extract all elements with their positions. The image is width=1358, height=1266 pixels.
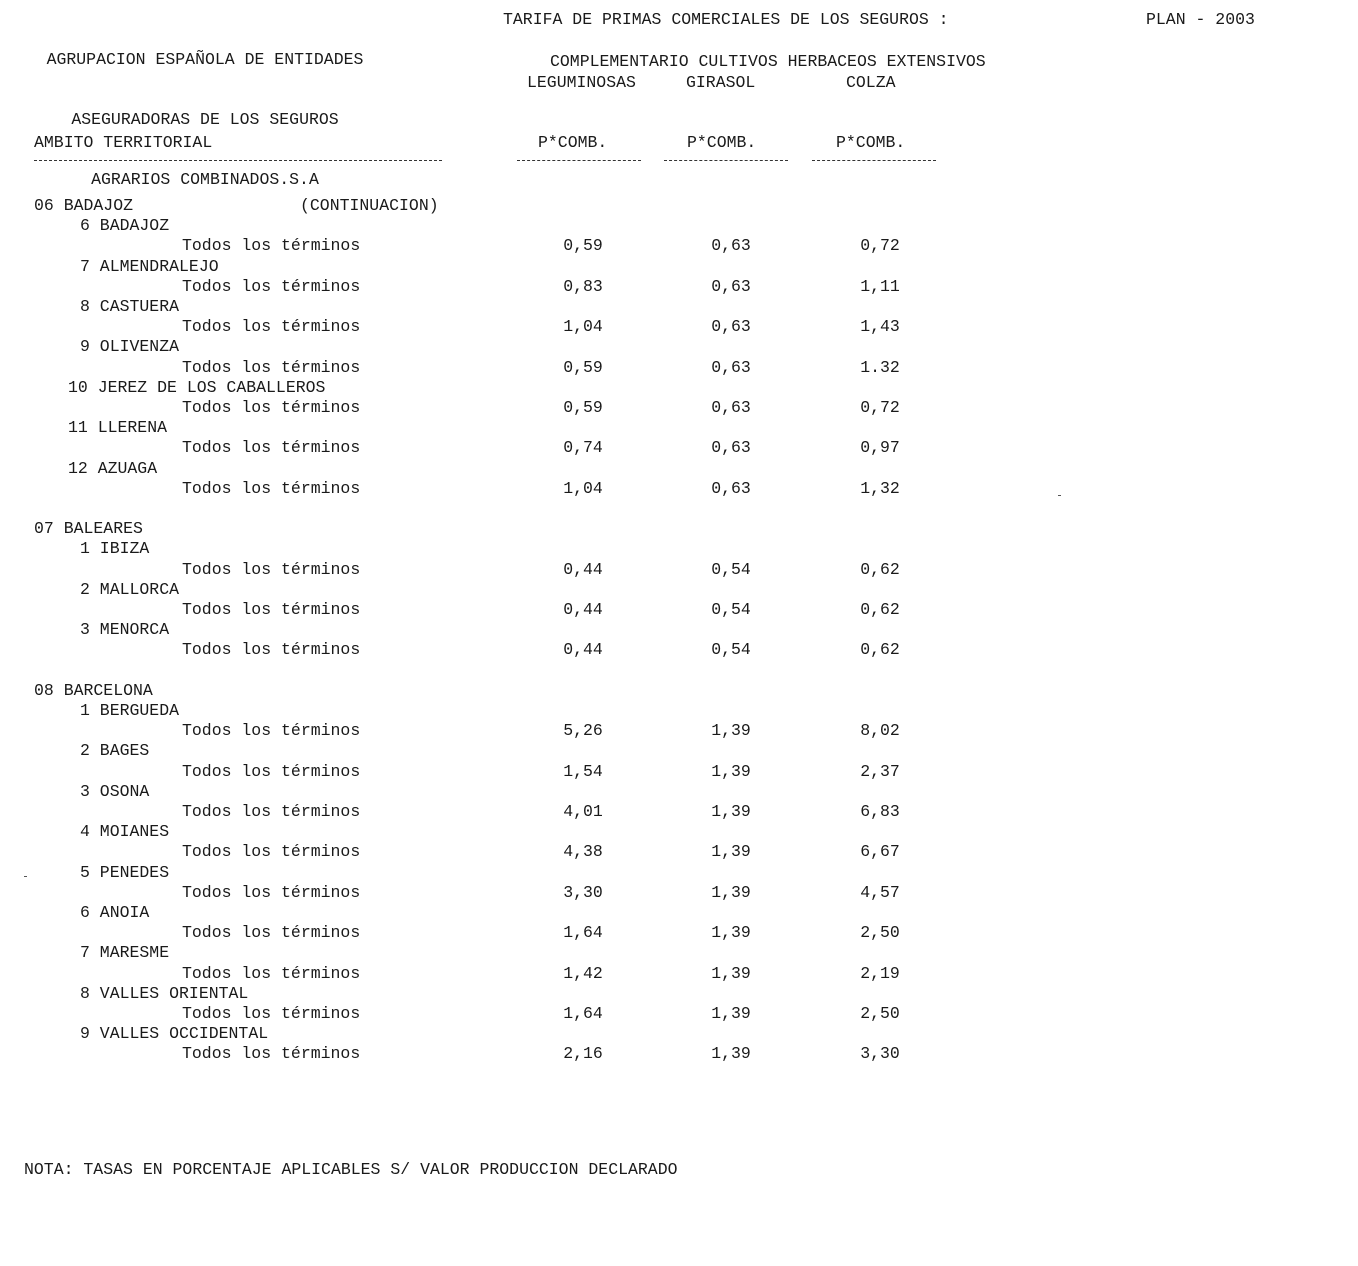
value-girasol: 1,39 — [711, 721, 751, 741]
value-girasol: 0,63 — [711, 276, 751, 296]
value-leguminosas: 2,16 — [563, 1044, 603, 1064]
comarca-row — [0, 943, 1000, 963]
comarca-name: 7 MARESME — [80, 943, 170, 963]
comarca-row — [0, 459, 1000, 479]
terms-row — [0, 923, 1000, 943]
terms-label: Todos los términos — [182, 236, 361, 256]
value-leguminosas: 0,44 — [563, 559, 603, 579]
org-line-1: AGRUPACION ESPAÑOLA DE ENTIDADES — [46, 50, 364, 69]
value-girasol: 1,39 — [711, 882, 751, 902]
comarca-name: 9 OLIVENZA — [80, 337, 180, 357]
document-subtitle: COMPLEMENTARIO CULTIVOS HERBACEOS EXTENSIVOS — [550, 52, 986, 71]
comarca-row — [0, 782, 1000, 802]
terms-label: Todos los términos — [182, 721, 361, 741]
value-girasol: 1,39 — [711, 963, 751, 983]
terms-row — [0, 560, 1000, 580]
comarca-name: 1 IBIZA — [80, 539, 150, 559]
value-colza: 0,72 — [860, 236, 900, 256]
terms-label: Todos los términos — [182, 317, 361, 337]
comarca-name: 3 OSONA — [80, 781, 150, 801]
terms-label: Todos los términos — [182, 600, 361, 619]
province-row — [0, 519, 1000, 539]
terms-label: Todos los términos — [182, 357, 361, 377]
value-leguminosas: 0,59 — [563, 357, 603, 377]
value-girasol: 0,63 — [711, 438, 751, 458]
value-leguminosas: 1,64 — [563, 1004, 603, 1023]
value-leguminosas: 1,64 — [563, 923, 603, 943]
value-girasol: 0,54 — [711, 600, 751, 619]
value-leguminosas: 0,44 — [563, 600, 603, 619]
terms-label: Todos los términos — [182, 802, 361, 821]
header-divider-leguminosas — [517, 160, 641, 161]
comarca-name: 8 VALLES ORIENTAL — [80, 983, 249, 1003]
comarca-row — [0, 337, 1000, 357]
value-colza: 6,67 — [860, 842, 900, 862]
value-colza: 3,30 — [860, 1044, 900, 1064]
comarca-row — [0, 297, 1000, 317]
terms-label: Todos los términos — [182, 761, 361, 781]
comarca-name: 12 AZUAGA — [68, 458, 158, 478]
comarca-row — [0, 378, 1000, 398]
value-girasol: 0,63 — [711, 357, 751, 377]
org-line-2: ASEGURADORAS DE LOS SEGUROS — [71, 110, 339, 129]
terms-row — [0, 398, 1000, 418]
terms-row — [0, 479, 1000, 499]
comarca-row — [0, 741, 1000, 761]
comarca-row — [0, 539, 1000, 559]
value-leguminosas: 1,42 — [563, 963, 603, 983]
value-colza: 4,57 — [860, 882, 900, 902]
organization-name — [0, 10, 410, 210]
province-row — [0, 681, 1000, 701]
terms-row — [0, 883, 1000, 903]
terms-label: Todos los términos — [182, 923, 361, 943]
terms-label: Todos los términos — [182, 438, 361, 458]
value-colza: 8,02 — [860, 721, 900, 741]
ambito-territorial-header: AMBITO TERRITORIAL — [34, 133, 213, 152]
terms-row — [0, 721, 1000, 741]
comarca-row — [0, 822, 1000, 842]
comarca-name: 7 ALMENDRALEJO — [80, 256, 219, 276]
terms-row — [0, 842, 1000, 862]
value-girasol: 1,39 — [711, 842, 751, 862]
terms-row — [0, 1004, 1000, 1024]
scan-speck — [1058, 495, 1061, 496]
col-header-girasol: P*COMB. — [687, 133, 757, 152]
terms-label: Todos los términos — [182, 276, 361, 296]
value-colza: 2,19 — [860, 963, 900, 983]
comarca-row — [0, 620, 1000, 640]
value-colza: 1,43 — [860, 317, 900, 337]
terms-label: Todos los términos — [182, 640, 361, 660]
comarca-row — [0, 701, 1000, 721]
comarca-name: 10 JEREZ DE LOS CABALLEROS — [68, 377, 326, 397]
terms-row — [0, 1044, 1000, 1064]
value-girasol: 0,63 — [711, 398, 751, 417]
province-name: 06 BADAJOZ — [34, 196, 134, 215]
value-girasol: 1,39 — [711, 802, 751, 821]
comarca-row — [0, 418, 1000, 438]
terms-label: Todos los términos — [182, 1044, 361, 1064]
value-colza: 0,97 — [860, 438, 900, 458]
terms-row — [0, 802, 1000, 822]
terms-row — [0, 600, 1000, 620]
comarca-row — [0, 216, 1000, 236]
terms-label: Todos los términos — [182, 398, 361, 417]
continuation-label: (CONTINUACION) — [300, 196, 439, 215]
terms-row — [0, 317, 1000, 337]
terms-label: Todos los términos — [182, 882, 361, 902]
value-leguminosas: 0,44 — [563, 640, 603, 660]
terms-row — [0, 358, 1000, 378]
value-colza: 0,62 — [860, 559, 900, 579]
crop-girasol: GIRASOL — [686, 73, 756, 92]
value-colza: 2,37 — [860, 761, 900, 781]
value-colza: 2,50 — [860, 923, 900, 943]
terms-label: Todos los términos — [182, 478, 361, 498]
terms-row — [0, 964, 1000, 984]
value-leguminosas: 0,74 — [563, 438, 603, 458]
comarca-name: 6 ANOIA — [80, 903, 150, 922]
value-girasol: 0,54 — [711, 559, 751, 579]
value-girasol: 1,39 — [711, 1004, 751, 1023]
value-leguminosas: 1,04 — [563, 317, 603, 337]
plan-label: PLAN - 2003 — [1146, 10, 1255, 29]
terms-row — [0, 640, 1000, 660]
value-leguminosas: 1,04 — [563, 478, 603, 498]
value-girasol: 1,39 — [711, 1044, 751, 1064]
comarca-row — [0, 257, 1000, 277]
comarca-name: 4 MOIANES — [80, 822, 170, 842]
value-colza: 1.32 — [860, 357, 900, 377]
value-girasol: 0,63 — [711, 478, 751, 498]
header-divider-ambito — [34, 160, 442, 161]
crop-colza: COLZA — [846, 73, 896, 92]
col-header-colza: P*COMB. — [836, 133, 906, 152]
comarca-name: 5 PENEDES — [80, 862, 170, 882]
value-girasol: 0,54 — [711, 640, 751, 660]
value-colza: 1,32 — [860, 478, 900, 498]
value-leguminosas: 5,26 — [563, 721, 603, 741]
value-colza: 1,11 — [860, 276, 900, 296]
value-leguminosas: 0,83 — [563, 276, 603, 296]
footer-note: NOTA: TASAS EN PORCENTAJE APLICABLES S/ VALOR PRODUCCION DECLARADO — [24, 1160, 678, 1179]
value-girasol: 1,39 — [711, 761, 751, 781]
document-title: TARIFA DE PRIMAS COMERCIALES DE LOS SEGUROS : — [503, 10, 949, 29]
terms-label: Todos los términos — [182, 842, 361, 862]
col-header-leguminosas: P*COMB. — [538, 133, 608, 152]
value-colza: 0,62 — [860, 600, 900, 619]
terms-row — [0, 236, 1000, 256]
org-line-3: AGRARIOS COMBINADOS.S.A — [91, 170, 319, 189]
terms-label: Todos los términos — [182, 559, 361, 579]
comarca-name: 2 BAGES — [80, 741, 150, 761]
terms-row — [0, 762, 1000, 782]
value-leguminosas: 4,38 — [563, 842, 603, 862]
scan-speck — [24, 876, 27, 877]
comarca-row — [0, 903, 1000, 923]
comarca-row — [0, 863, 1000, 883]
value-leguminosas: 0,59 — [563, 398, 603, 417]
value-colza: 6,83 — [860, 802, 900, 821]
comarca-name: 2 MALLORCA — [80, 579, 180, 599]
comarca-name: 1 BERGUEDA — [80, 701, 180, 720]
value-leguminosas: 3,30 — [563, 882, 603, 902]
header-divider-girasol — [664, 160, 788, 161]
comarca-row — [0, 580, 1000, 600]
value-colza: 0,62 — [860, 640, 900, 660]
province-name: 07 BALEARES — [34, 519, 143, 539]
value-leguminosas: 4,01 — [563, 802, 603, 821]
value-leguminosas: 1,54 — [563, 761, 603, 781]
comarca-name: 9 VALLES OCCIDENTAL — [80, 1024, 269, 1044]
value-colza: 0,72 — [860, 398, 900, 417]
comarca-row — [0, 1024, 1000, 1044]
crop-leguminosas: LEGUMINOSAS — [527, 73, 636, 92]
value-girasol: 0,63 — [711, 317, 751, 337]
value-colza: 2,50 — [860, 1004, 900, 1023]
terms-label: Todos los términos — [182, 963, 361, 983]
comarca-row — [0, 984, 1000, 1004]
province-name: 08 BARCELONA — [34, 680, 153, 700]
header-divider-colza — [812, 160, 936, 161]
value-girasol: 0,63 — [711, 236, 751, 256]
value-girasol: 1,39 — [711, 923, 751, 943]
terms-label: Todos los términos — [182, 1004, 361, 1023]
province-row — [0, 196, 1000, 216]
terms-row — [0, 438, 1000, 458]
comarca-name: 6 BADAJOZ — [80, 216, 170, 236]
terms-row — [0, 277, 1000, 297]
comarca-name: 8 CASTUERA — [80, 297, 180, 316]
comarca-name: 11 LLERENA — [68, 418, 168, 438]
value-leguminosas: 0,59 — [563, 236, 603, 256]
comarca-name: 3 MENORCA — [80, 620, 170, 640]
